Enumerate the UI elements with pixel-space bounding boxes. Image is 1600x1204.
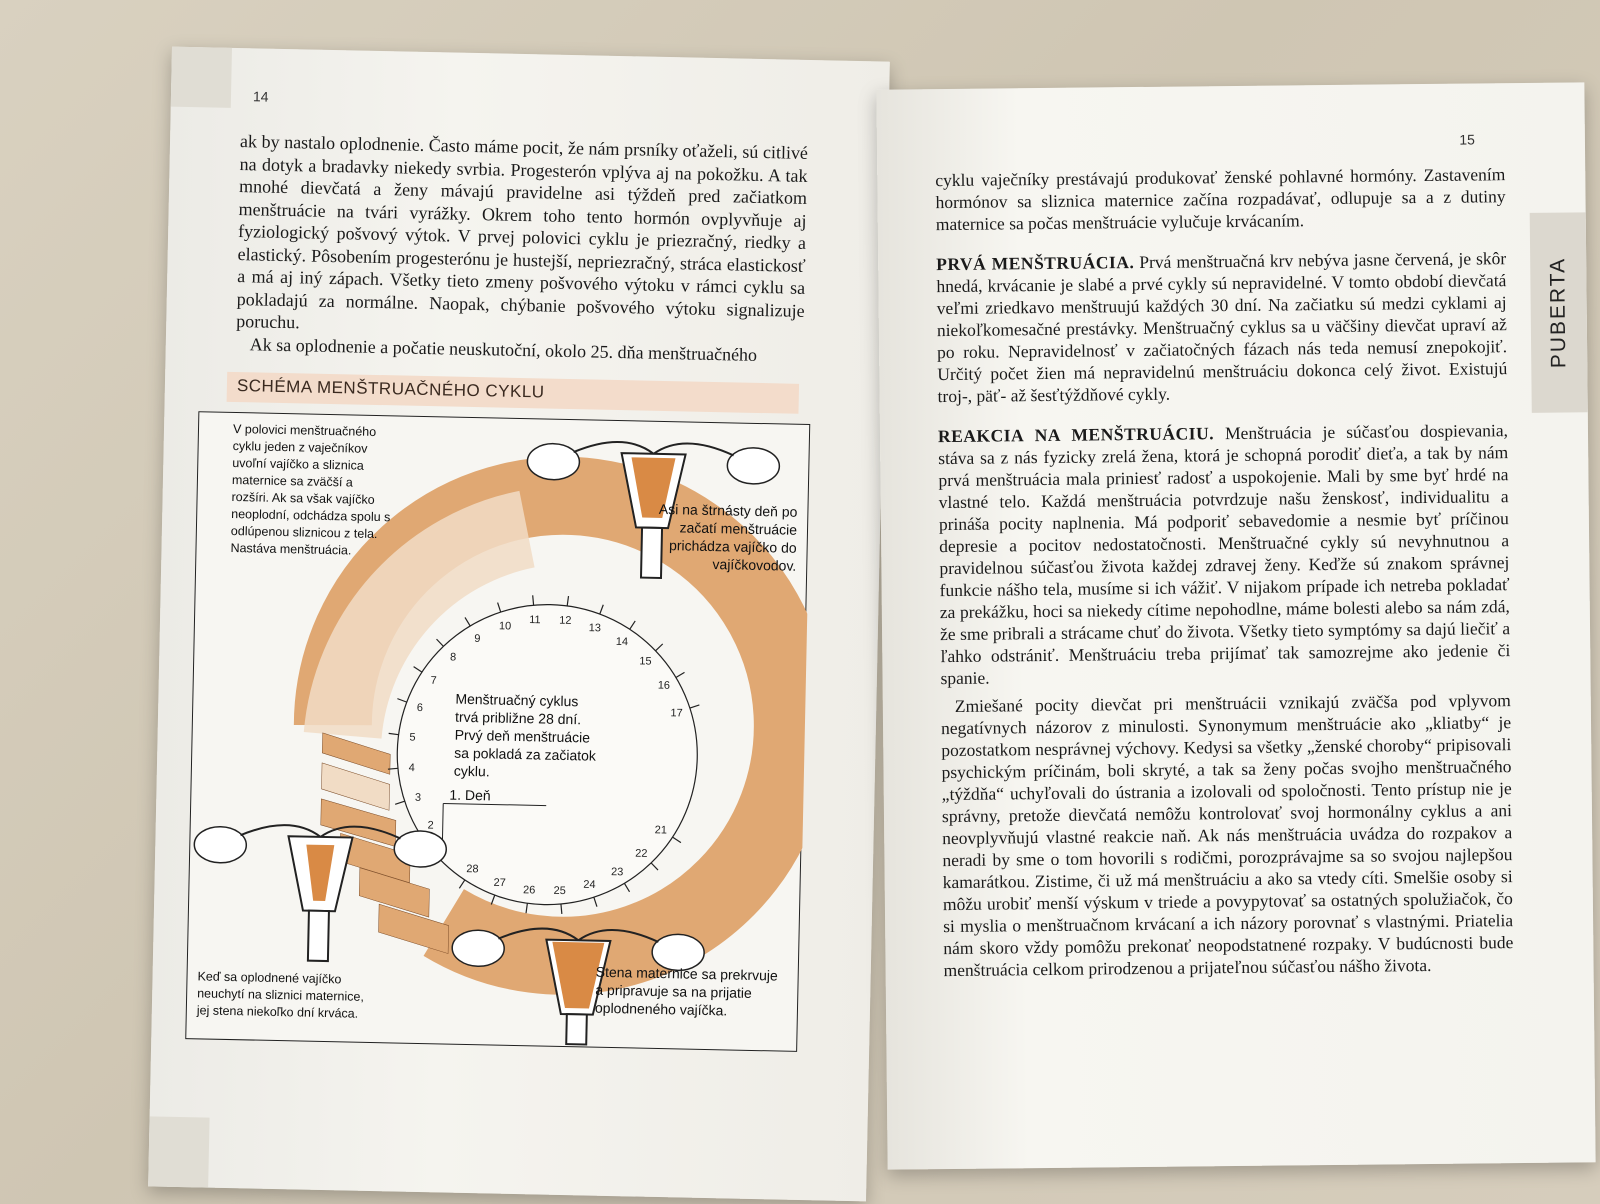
cycle-diagram xyxy=(185,411,810,1052)
day-tick xyxy=(676,672,685,677)
day-tick-label: 8 xyxy=(449,651,457,664)
day-tick-label: 5 xyxy=(409,731,416,744)
day-tick-label: 22 xyxy=(635,847,648,860)
right-page xyxy=(876,82,1595,1169)
day-tick-label: 21 xyxy=(654,824,668,837)
day-tick xyxy=(624,883,629,892)
first-day-label: 1. Deň xyxy=(449,786,491,804)
day-tick-label: 17 xyxy=(670,707,683,720)
day-tick-label: 7 xyxy=(430,674,437,687)
day-tick xyxy=(465,617,470,626)
day-tick-label: 24 xyxy=(583,878,596,892)
side-tab-label: PUBERTA xyxy=(1546,256,1571,369)
side-tab xyxy=(1530,212,1588,413)
day-tick xyxy=(656,644,663,651)
day-tick-label: 26 xyxy=(522,884,536,897)
day-tick-label: 13 xyxy=(588,622,602,635)
day-tick xyxy=(630,621,635,630)
day-tick xyxy=(389,733,399,734)
section-heading: REAKCIA NA MENŠTRUÁCIU. xyxy=(937,423,1215,447)
day-tick xyxy=(651,863,658,870)
section-heading: PRVÁ MENŠTRUÁCIA. xyxy=(936,252,1135,275)
paragraph: cyklu vaječníky prestávajú produkovať ženské pohlavné hormóny. Zastavením hormónov sa sliznica maternice začína rozpadávať, odlupuje sa a z dutiny maternice sa počas menštruácie vylučuje krvácaním. xyxy=(935,164,1506,235)
day-tick-label: 11 xyxy=(529,614,541,627)
caption-bottom-left: Keď sa oplodnené vajíčko neuchytí na sliznici maternice, jej stena niekoľko dní krváca. xyxy=(196,969,365,1021)
day-tick-label: 28 xyxy=(466,863,479,876)
day-tick xyxy=(526,903,527,913)
day-tick-label: 25 xyxy=(553,884,566,898)
caption-bottom-right: Stena maternice sa prekrvuje a pripravuje sa na prijatie oplodneného vajíčka. xyxy=(594,963,778,1019)
day-tick-label: 6 xyxy=(416,701,424,715)
day-tick-label: 10 xyxy=(498,620,512,633)
day-tick-label: 16 xyxy=(657,679,671,692)
paragraph: ak by nastalo oplodnenie. Často máme pocit, že nám prsníky oťaželi, sú citlivé na dotyk a bradavky niekedy svrbia. Progesterón vplýva aj na pokožku. A tak mnohé dievčatá a ženy mávajú pravidelne asi týždeň pred začiatkom menštruácie na tvári vyrážky. Okrem toho tento hormón ovplyvňuje aj fyziologický pošvový výtok. V prvej polovici cyklu je priezračný, riedky a elastický. Pôsobením progesterónu je hustejší, nepriezračný, stráca elastickosť a má aj iný zápach. Všetky tieto zmeny pošvového výtoku v rámci cyklu sa pokladajú za normálne. Naopak, chýbanie pošvového výtoku signalizuje poruchu. xyxy=(236,131,809,333)
day-tick xyxy=(600,605,603,615)
day-tick xyxy=(567,596,568,606)
day-tick xyxy=(413,667,422,672)
day-tick-label: 14 xyxy=(615,635,629,649)
day-tick xyxy=(561,904,562,914)
day-tick xyxy=(491,895,494,905)
day-tick xyxy=(690,705,700,708)
paragraph-text: Menštruácia je súčasťou dospievania, stáva sa z nás fyzicky zrelá žena, ktorá je schopná porodiť dieťa, a tak by nám prvá menštruácia mala priniesť radosť a uspokojenie. Mali by sme byť hrdé na vlastné telo. Každá menštruácia potvrdzuje našu ženskosť, individualitu a prináša pocity naplnenia. Má podporiť sebavedomie a nesmie byť príčinou depresie a pocitov nedostatočnosti. Menštruačné cykly sú nevyhnutnou a pravidelnou súčasťou života každej zdravej ženy. Keďže sú znakom správnej funkcie nášho tela, musíme si ich vážiť. V nijakom prípade ich netreba pokladať za prekážku, hoci sa niekedy cítime nepohodlne, máme bolesti alebo sa nám zdá, že sme pribrali a strácame chuť do života. Všetky tieto symptómy sa dajú liečiť a ľahko odstrániť. Menštruáciu treba prijímať tak samozrejme ako jedenie či spanie. xyxy=(938,420,1511,689)
day-tick-label: 12 xyxy=(559,614,572,627)
left-body-text xyxy=(236,130,809,367)
day-tick-label: 15 xyxy=(639,655,652,668)
day-tick-label: 27 xyxy=(493,876,506,890)
right-body-text xyxy=(935,163,1513,981)
day-tick xyxy=(594,897,597,907)
day-tick-label: 4 xyxy=(408,761,416,775)
section-title: SCHÉMA MENŠTRUAČNÉHO CYKLU xyxy=(227,372,800,414)
day-tick xyxy=(532,595,533,605)
day-tick-label: 23 xyxy=(610,866,624,879)
day-tick xyxy=(497,603,500,613)
left-page xyxy=(148,47,890,1202)
day-tick xyxy=(397,699,407,702)
paragraph: Zmiešané pocity dievčat pri menštruácii vznikajú zväčša pod vplyvom negatívnych názorov z minulosti. Synonymum menštruácie ako „kliatby“ je pozostatkom nesprávnej výchovy. Kedysi sa všetky „ženské choroby“ pripisovali psychickým príčinám, boli skryté, a tak sa ženy počas svojho menštruačného „týždňa“ uchyľovali do ústrania a izolovali od spoločnosti. Tento prístup nie je správny, pretože dievčatá nemôžu kontrolovať svoj hormonálny cyklus a ani neovplyvňujú vlastné reakcie naň. Ak nás menštruácia uvádza do rozpakov a neradi by sme o tom hovorili s rodičmi, porozprávajme sa so svojou najlepšou kamarátkou. Zistime, či už má menštruáciu a ako sa vtedy cíti. Smelšie osoby si môžu urobiť menší výskum v triede a povypytovať sa ostatných spolužiačok, čo si myslia o menštruačnom krvácaní a ich názory porovnať s vlastnými. Priatelia nám skoro vždy pomôžu prekonať neopodstatnené rozpaky. V budúcnosti bude menštruácia celkom prirodzenou a prijateľnou súčasťou nášho života. xyxy=(940,690,1514,981)
corner-tab-bottom xyxy=(148,1116,209,1187)
day-tick xyxy=(672,837,681,842)
page-number: 15 xyxy=(1459,131,1476,148)
day-tick xyxy=(459,880,464,889)
day-tick xyxy=(395,801,405,804)
caption-top-right: Asi na štrnásty deň po začatí menštruácie prichádza vajíčko do vajíčkovodov. xyxy=(658,500,798,574)
day-tick-label: 2 xyxy=(427,819,434,832)
paragraph xyxy=(938,419,1511,689)
day-tick-label: 3 xyxy=(414,791,422,804)
day-tick xyxy=(436,639,443,646)
corner-tab-top xyxy=(171,47,232,108)
paragraph-text: Prvá menštruačná krv nebýva jasne červená, je skôr hnedá, krvácanie je slabé a prvé cykly sú nepravidelné. V tomto období dievčatá veľmi zriedkavo menštruujú každých 30 dní. Na začiatku sú medzi cyklami aj niekoľkomesačné prestávky. Menštruačný cyklus sa u väčšiny dievčat upraví až po roku. Nepravidelnosť v začiatočných fázach nás teda nemusí znepokojiť. Určitý počet žien má nepravidelnú menštruáciu dokonca celý život. Existujú troj-, päť- až šesťtýždňové cykly. xyxy=(936,248,1508,407)
day-tick-label: 9 xyxy=(474,632,481,646)
caption-top-left: V polovici menštruačného cyklu jeden z vaječníkov uvoľní vajíčko a sliznica maternice sa zväčší a rozšíri. Ak sa však vajíčko neoplodní, odchádza spolu s odlúpenou sliznicou z tela. Nastáva menštruácia. xyxy=(230,421,391,558)
paragraph: Ak sa oplodnenie a počatie neuskutoční, okolo 25. dňa menštruačného xyxy=(249,333,758,365)
paragraph xyxy=(936,247,1508,407)
caption-center: Menštruačný cyklus trvá približne 28 dní. Prvý deň menštruácie sa pokladá za začiatok cyklu. xyxy=(453,690,597,780)
page-number: 14 xyxy=(252,88,269,105)
